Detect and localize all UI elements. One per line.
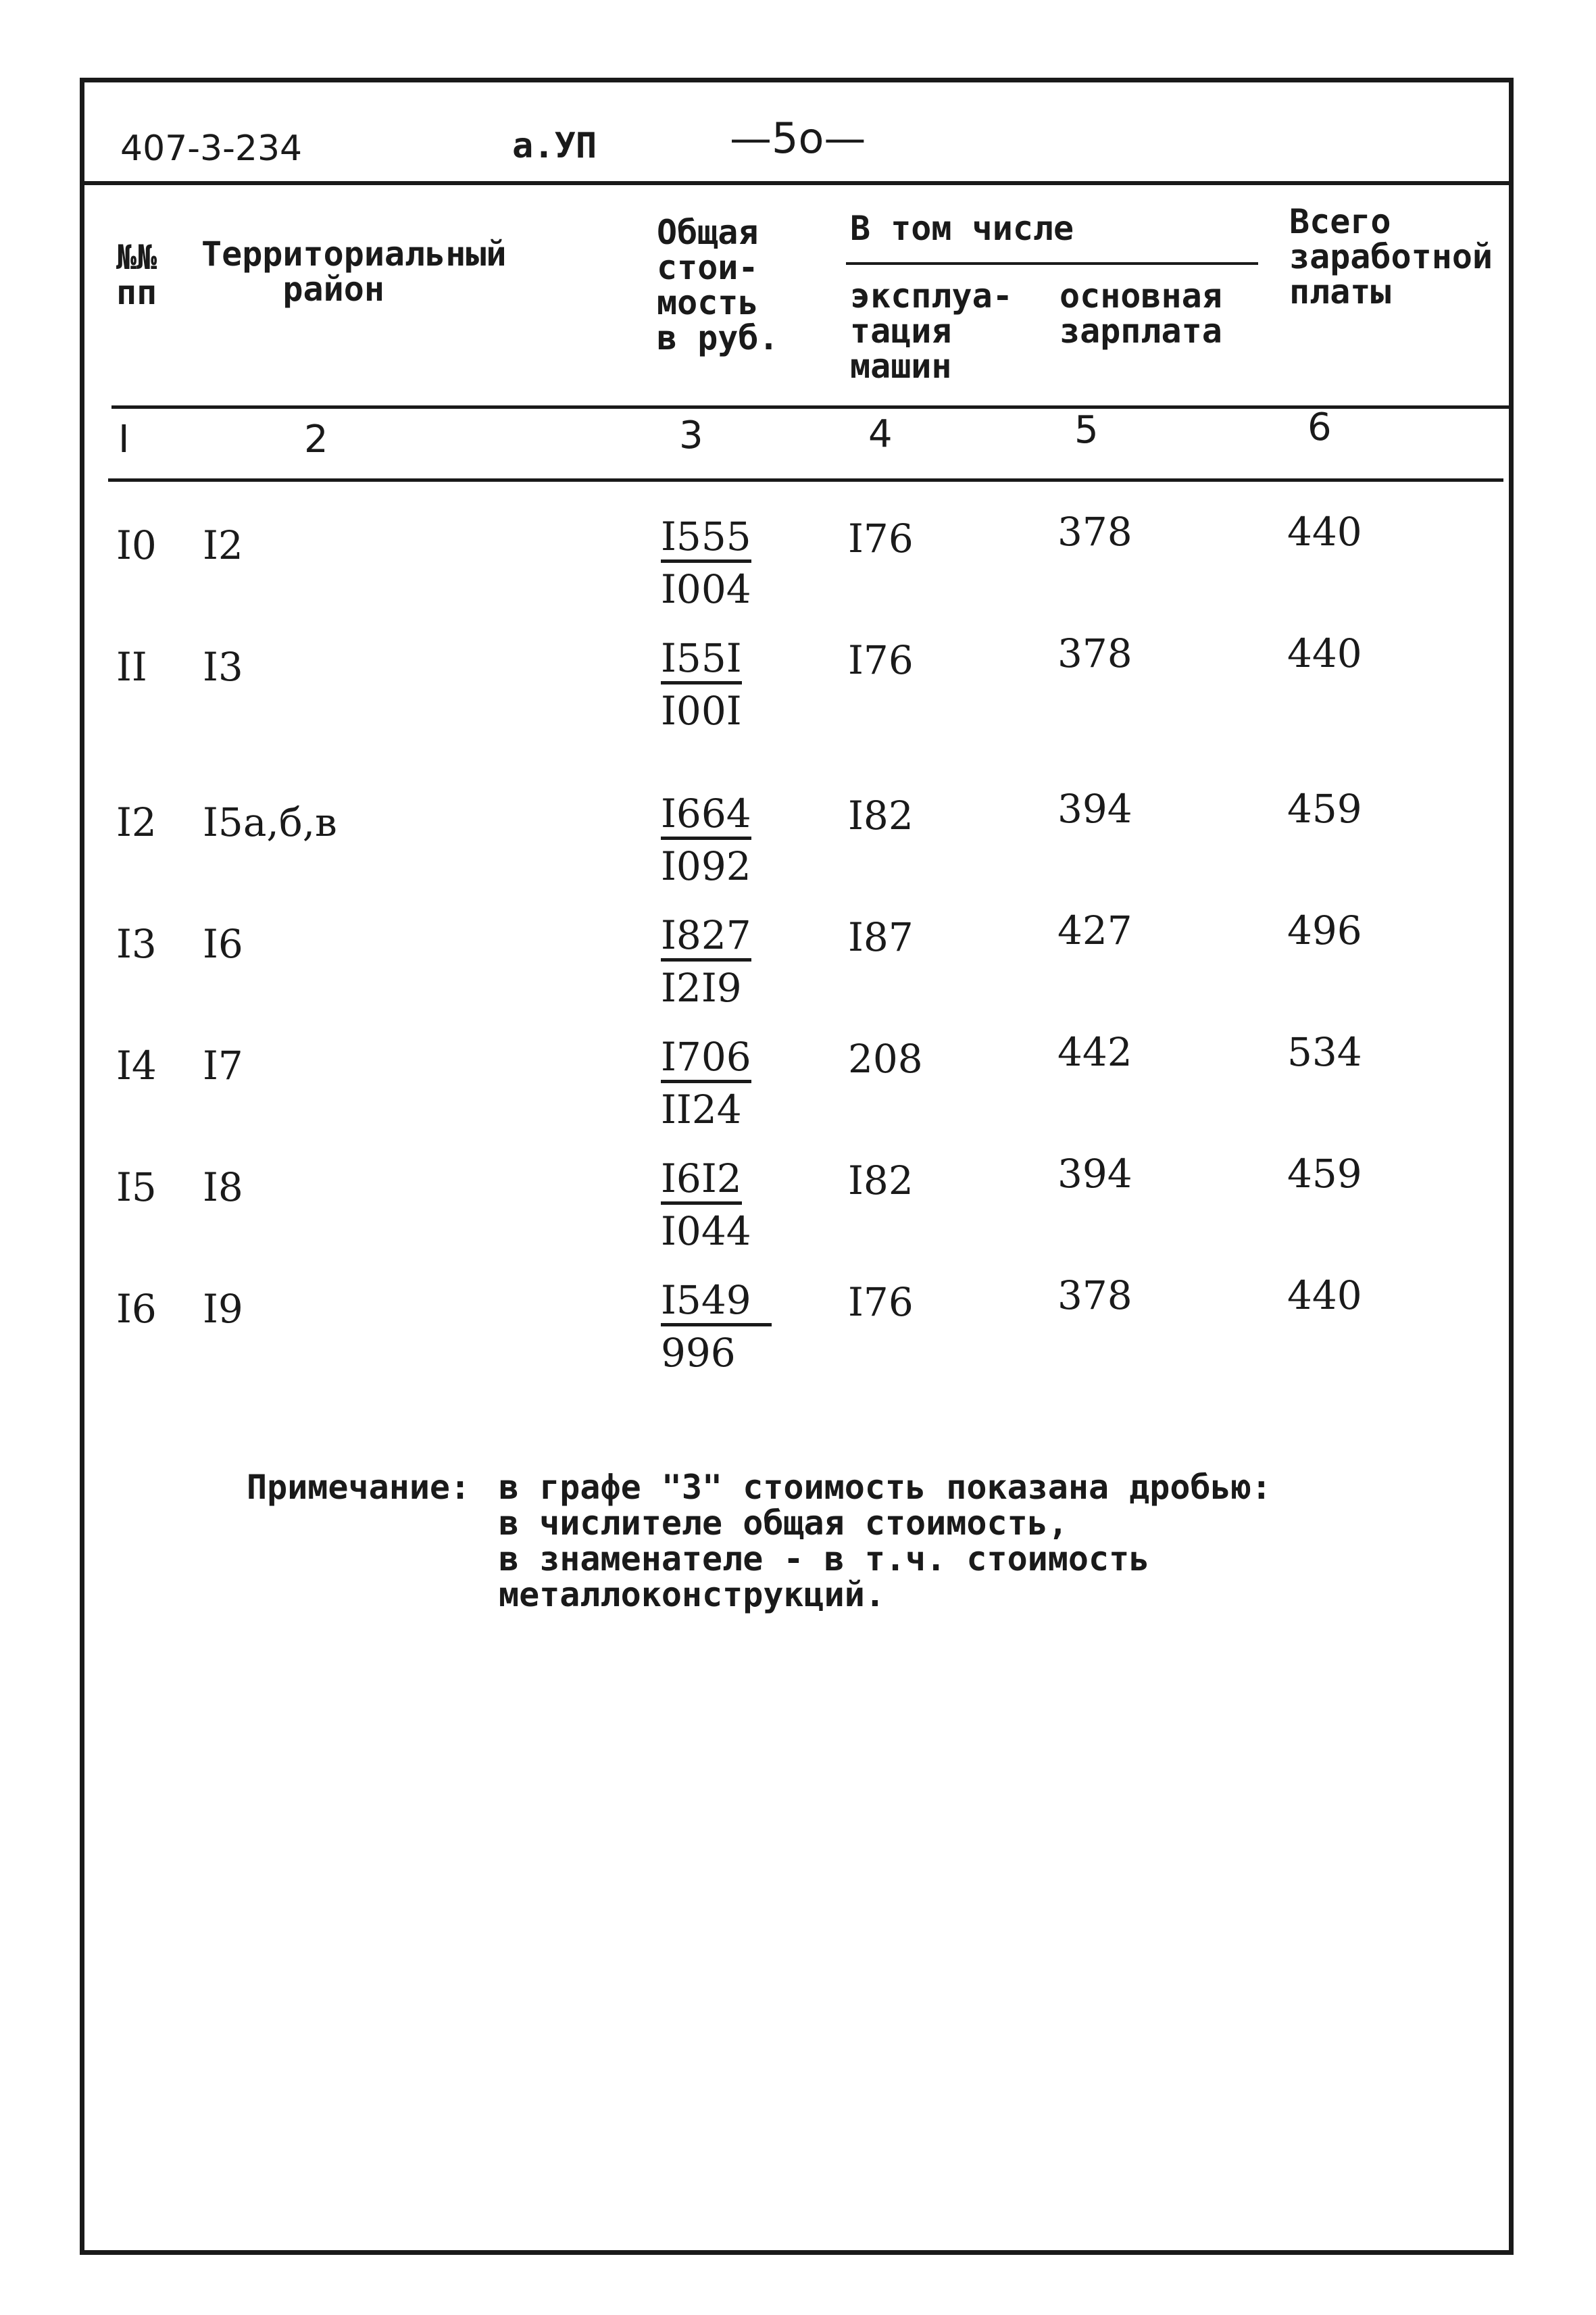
cost-denominator: I2I9 <box>661 965 742 1011</box>
cost-denominator: I092 <box>661 843 751 889</box>
including-rule <box>846 262 1258 265</box>
col-header-wages: основная зарплата <box>1059 276 1222 351</box>
row-machines: 208 <box>848 1036 923 1082</box>
row-wages: 442 <box>1057 1029 1132 1075</box>
note-line: в числителе общая стоимость, <box>499 1503 1068 1543</box>
row-wages: 378 <box>1057 630 1132 676</box>
row-total-wages: 459 <box>1287 1151 1362 1197</box>
row-wages: 378 <box>1057 1272 1132 1318</box>
row-total-wages: 459 <box>1287 786 1362 832</box>
row-machines: I76 <box>848 637 914 683</box>
row-num: I6 <box>116 1286 157 1332</box>
col-number: 5 <box>1074 408 1099 452</box>
row-wages: 394 <box>1057 786 1132 832</box>
cost-denominator: I004 <box>661 566 751 612</box>
row-region: I3 <box>203 644 243 690</box>
row-region: I2 <box>203 522 243 568</box>
row-wages: 394 <box>1057 1151 1132 1197</box>
row-total-wages: 440 <box>1287 630 1362 676</box>
row-region: I8 <box>203 1164 243 1210</box>
cost-denominator: II24 <box>661 1087 742 1132</box>
col-header-including: В том числе <box>850 209 1074 248</box>
row-machines: I76 <box>848 516 914 562</box>
row-region: I6 <box>203 921 243 967</box>
col-number: 3 <box>679 414 703 457</box>
col-number: I <box>118 418 130 462</box>
row-machines: I82 <box>848 793 914 839</box>
col-header-total-wages: Всего заработной платы <box>1289 202 1493 312</box>
row-region: I5а,б,в <box>203 799 337 845</box>
cost-denominator: I044 <box>661 1208 751 1254</box>
row-region: I7 <box>203 1043 243 1089</box>
row-num: I2 <box>116 799 157 845</box>
cost-numerator: I827 <box>661 914 751 962</box>
col-header-region: Территориальный район <box>201 234 507 309</box>
col-number: 4 <box>868 412 893 456</box>
col-number: 6 <box>1307 405 1332 449</box>
col-header-num: №№ пп <box>116 238 157 312</box>
row-machines: I87 <box>848 914 914 960</box>
row-num: I0 <box>116 522 157 568</box>
row-num: I4 <box>116 1043 157 1089</box>
cost-numerator: I706 <box>661 1035 751 1083</box>
col-header-machines: эксплуа- тация машин <box>850 276 1013 386</box>
cost-denominator: 996 <box>661 1330 736 1376</box>
col-header-total-cost: Общая стои- мость в руб. <box>657 213 779 357</box>
page-number: —5о— <box>730 114 866 163</box>
row-wages: 427 <box>1057 907 1132 953</box>
row-total-wages: 496 <box>1287 907 1362 953</box>
note-label: Примечание: <box>247 1468 471 1507</box>
col-number: 2 <box>304 418 328 462</box>
row-machines: I76 <box>848 1279 914 1325</box>
col-numbers-rule <box>108 478 1503 482</box>
note-line: металлоконструкций. <box>499 1575 885 1614</box>
cost-numerator: I555 <box>661 515 751 563</box>
cost-numerator: I6I2 <box>661 1157 742 1205</box>
cost-numerator: I664 <box>661 792 751 840</box>
note-line: в графе "3" стоимость показана дробью: <box>499 1468 1272 1507</box>
cost-denominator: I00I <box>661 688 742 734</box>
row-total-wages: 440 <box>1287 1272 1362 1318</box>
header-rule <box>80 181 1514 185</box>
row-num: I3 <box>116 921 157 967</box>
doc-code: 407-3-234 <box>120 128 303 169</box>
row-total-wages: 534 <box>1287 1029 1362 1075</box>
row-region: I9 <box>203 1286 243 1332</box>
cost-numerator: I549 <box>661 1278 772 1326</box>
row-num: I5 <box>116 1164 157 1210</box>
cost-numerator: I55I <box>661 637 742 684</box>
row-total-wages: 440 <box>1287 509 1362 555</box>
row-num: II <box>116 644 147 690</box>
row-wages: 378 <box>1057 509 1132 555</box>
header-bottom-rule <box>111 405 1514 409</box>
row-machines: I82 <box>848 1158 914 1203</box>
album-code: а.УП <box>512 126 597 166</box>
note-line: в знаменателе - в т.ч. стоимость <box>499 1539 1150 1578</box>
